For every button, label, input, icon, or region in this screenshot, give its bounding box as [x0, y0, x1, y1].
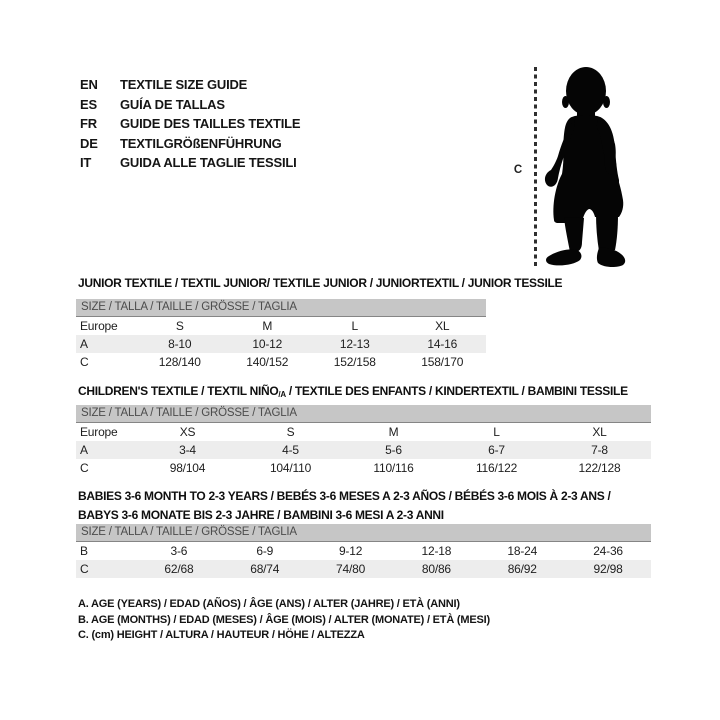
table-row	[76, 423, 651, 441]
size-cell: 6-9	[256, 544, 274, 558]
size-cell: 4-5	[282, 443, 299, 457]
children-size-table	[76, 405, 651, 477]
table-row	[76, 317, 486, 335]
size-cell: 80/86	[421, 562, 451, 576]
size-cell: 140/152	[246, 355, 289, 369]
size-cell: M	[388, 425, 399, 439]
table-row	[76, 542, 651, 560]
babies-title-line1: BABIES 3-6 MONTH TO 2-3 YEARS / BEBÉS 3-6 MESES A 2-3 AÑOS / BÉBÉS 3-6 MOIS À 2-3 ANS /	[78, 489, 611, 503]
size-cell: 7-8	[591, 443, 608, 457]
table-row	[76, 441, 651, 459]
size-cell: 62/68	[164, 562, 194, 576]
size-cell: 10-12	[252, 337, 283, 351]
size-cell: S	[286, 425, 295, 439]
language-code: IT	[80, 155, 92, 170]
babies-title-line2: BABYS 3-6 MONATE BIS 2-3 JAHRE / BAMBINI 3-6 MESI A 2-3 ANNI	[78, 508, 444, 522]
size-cell: 86/92	[507, 562, 537, 576]
language-title: GUÍA DE TALLAS	[120, 96, 225, 112]
children-title-text: CHILDREN'S TEXTILE / TEXTIL NIÑO	[78, 384, 279, 398]
footnote-a: A. AGE (YEARS) / EDAD (AÑOS) / ÂGE (ANS) / ALTER (JAHRE) / ETÀ (ANNI)	[78, 598, 460, 610]
size-cell: 122/128	[578, 461, 621, 475]
toddler-silhouette-icon	[530, 60, 650, 275]
table-row	[76, 353, 486, 371]
size-cell: 110/116	[373, 461, 414, 475]
language-code: ES	[80, 96, 97, 112]
language-title: TEXTILE SIZE GUIDE	[120, 77, 248, 92]
language-code: DE	[80, 135, 98, 151]
size-cell: 14-16	[427, 337, 458, 351]
size-cell: 12-13	[339, 337, 370, 351]
footnotes	[78, 597, 490, 644]
junior-size-header: SIZE / TALLA / TAILLE / GRÖSSE / TAGLIA	[76, 299, 486, 317]
size-cell: L	[351, 319, 358, 333]
size-cell: 104/110	[269, 461, 312, 475]
language-row-de	[80, 134, 300, 154]
children-title-text: / TEXTILE DES ENFANTS / KINDERTEXTIL / BAMBINI TESSILE	[285, 384, 628, 398]
row-label: A	[80, 337, 88, 351]
language-code: EN	[80, 77, 98, 92]
size-cell: XL	[435, 319, 450, 333]
size-cell: 68/74	[250, 562, 280, 576]
babies-size-table	[76, 524, 651, 578]
row-label: Europe	[80, 319, 118, 333]
language-title: GUIDA ALLE TAGLIE TESSILI	[120, 155, 297, 170]
size-cell: 18-24	[507, 544, 538, 558]
babies-section-title	[78, 487, 610, 525]
table-row	[76, 560, 651, 578]
size-cell: XS	[179, 425, 196, 439]
height-marker-label: C	[513, 164, 523, 176]
size-cell: XL	[592, 425, 607, 439]
language-code: FR	[80, 116, 97, 131]
size-cell: 158/170	[421, 355, 464, 369]
babies-size-header: SIZE / TALLA / TAILLE / GRÖSSE / TAGLIA	[76, 524, 651, 542]
size-cell: 74/80	[336, 562, 366, 576]
size-cell: 3-4	[179, 443, 196, 457]
height-dashed-line	[534, 67, 537, 268]
row-label: C	[80, 355, 89, 369]
size-cell: 3-6	[170, 544, 188, 558]
size-cell: 5-6	[385, 443, 402, 457]
language-list	[80, 75, 300, 173]
language-row-en	[80, 75, 300, 95]
children-size-header: SIZE / TALLA / TAILLE / GRÖSSE / TAGLIA	[76, 405, 651, 423]
size-cell: 152/158	[333, 355, 376, 369]
size-cell: 9-12	[338, 544, 363, 558]
size-cell: 92/98	[593, 562, 623, 576]
row-label: A	[80, 443, 88, 457]
junior-section-title: JUNIOR TEXTILE / TEXTIL JUNIOR/ TEXTILE JUNIOR / JUNIORTEXTIL / JUNIOR TESSILE	[78, 276, 563, 290]
children-title-subscript: /A	[278, 390, 286, 399]
row-label: B	[80, 544, 88, 558]
size-cell: 8-10	[168, 337, 192, 351]
footnote-c: C. (cm) HEIGHT / ALTURA / HAUTEUR / HÖHE / ALTEZZA	[78, 629, 365, 641]
size-cell: 24-36	[593, 544, 623, 558]
children-section-title	[78, 385, 628, 401]
size-cell: 6-7	[488, 443, 505, 457]
size-cell: S	[175, 319, 184, 333]
row-label: Europe	[80, 425, 118, 439]
footnote-b: B. AGE (MONTHS) / EDAD (MESES) / ÂGE (MOIS) / ALTER (MONATE) / ETÀ (MESI)	[78, 613, 490, 626]
language-row-fr	[80, 114, 300, 134]
size-cell: M	[262, 319, 273, 333]
language-row-es	[80, 95, 300, 115]
language-title: GUIDE DES TAILLES TEXTILE	[120, 116, 301, 131]
row-label: C	[80, 461, 89, 475]
table-row	[76, 459, 651, 477]
size-cell: 128/140	[158, 355, 201, 369]
language-title: TEXTILGRÖßENFÜHRUNG	[120, 135, 282, 151]
junior-size-table	[76, 299, 486, 371]
table-row	[76, 335, 486, 353]
size-cell: 98/104	[169, 461, 206, 475]
size-cell: 12-18	[421, 544, 452, 558]
size-cell: L	[493, 425, 500, 439]
row-label: C	[80, 562, 89, 576]
size-cell: 116/122	[475, 461, 518, 475]
language-row-it	[80, 153, 300, 173]
